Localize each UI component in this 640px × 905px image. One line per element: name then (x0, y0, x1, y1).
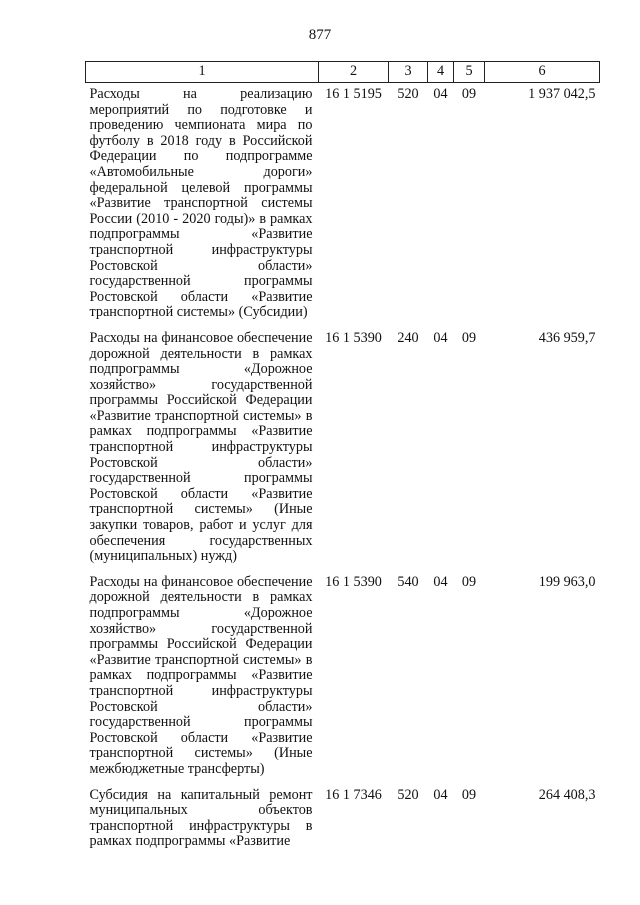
row-target-code: 16 1 5390 (325, 573, 382, 590)
row-section: 04 (433, 573, 448, 590)
header-col-1: 1 (86, 62, 319, 83)
table-row (86, 327, 600, 571)
row-description: Расходы на финансовое обеспечение дорожной деятельности в рамках подпрограммы «Дорожное хозяйство» государственной программы Российской Федерации «Развитие транспортной системы» в рамках подпрограммы «Развитие транспортной инфраструктуры Ростовской области» государственной программы Ростовской области «Развитие транспортной системы» (Иные межбюджетные трансферты) (89, 573, 313, 777)
row-target-code: 16 1 5195 (325, 86, 382, 102)
row-target-code: 16 1 5390 (325, 329, 382, 346)
row-amount: 199 963,0 (538, 573, 596, 590)
row-amount: 436 959,7 (538, 329, 596, 346)
page-number: 877 (308, 27, 332, 43)
row-subsection: 09 (461, 329, 477, 346)
row-expense-type: 540 (397, 573, 419, 590)
row-subsection: 09 (461, 573, 477, 590)
row-subsection: 09 (461, 86, 477, 102)
header-row (86, 62, 600, 83)
budget-table (85, 61, 600, 856)
table-row (86, 83, 600, 327)
row-description: Субсидия на капитальный ремонт муниципальных объектов транспортной инфраструктуры в рамках подпрограммы «Развитие (89, 786, 313, 850)
row-expense-type: 240 (397, 329, 419, 346)
header-col-2: 2 (319, 62, 389, 83)
row-section: 04 (433, 786, 448, 803)
row-target-code: 16 1 7346 (325, 786, 382, 803)
row-expense-type: 520 (397, 786, 419, 803)
row-amount: 264 408,3 (538, 786, 596, 803)
row-expense-type: 520 (397, 86, 419, 102)
row-description: Расходы на реализацию мероприятий по подготовке и проведению чемпионата мира по футболу в 2018 году в Российской Федерации по подпрограмме «Автомобильные дороги» федеральной целевой программы «Развитие транспортной системы России (2010 - 2020 годы)» в рамках подпрограммы «Развитие транспортной инфраструктуры Ростовской области» государственной программы Ростовской области «Развитие транспортной системы» (Субсидии) (89, 86, 313, 321)
header-col-6: 6 (485, 62, 600, 83)
row-section: 04 (433, 329, 448, 346)
row-subsection: 09 (461, 786, 477, 803)
table-row (86, 571, 600, 784)
row-description: Расходы на финансовое обеспечение дорожной деятельности в рамках подпрограммы «Дорожное хозяйство» государственной программы Российской Федерации «Развитие транспортной системы» в рамках подпрограммы «Развитие транспортной инфраструктуры Ростовской области» государственной программы Ростовской области «Развитие транспортной системы» (Иные закупки товаров, работ и услуг для обеспечения государственных (муниципальных) нужд) (89, 329, 313, 565)
table-header (86, 62, 600, 83)
table-row (86, 784, 600, 856)
row-amount: 1 937 042,5 (528, 86, 596, 102)
header-col-4: 4 (428, 62, 454, 83)
header-col-3: 3 (389, 62, 428, 83)
row-section: 04 (433, 86, 448, 102)
header-col-5: 5 (454, 62, 485, 83)
